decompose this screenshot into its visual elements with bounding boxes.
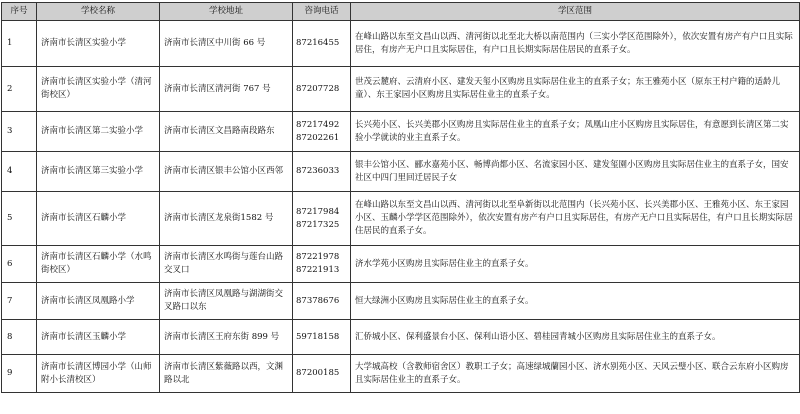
- row-school-address: 济南市长清区文昌路南段路东: [160, 112, 293, 152]
- row-no: 5: [2, 192, 37, 246]
- row-phone: [293, 355, 351, 393]
- phone-number: 59718158: [296, 331, 340, 342]
- row-school-name: 济南市长清区玉麟小学: [37, 320, 160, 355]
- header-no: 序号: [2, 3, 37, 21]
- row-school-name: 济南市长清区石麟小学（水鸣街校区）: [37, 246, 160, 283]
- row-phone: [293, 283, 351, 320]
- header-school-address: 学校地址: [160, 3, 293, 21]
- row-scope: 长兴苑小区、长兴美郡小区购房且实际居住业主的直系子女；凤凰山庄小区购房且实际居住，有意愿到长清区第二实验小学就读的业主直系子女。: [351, 112, 800, 152]
- row-scope: 济水学苑小区购房且实际居住业主的直系子女。: [351, 246, 800, 283]
- phone-number: 87202261: [296, 132, 340, 143]
- table-row: [2, 320, 800, 355]
- row-phone: [293, 112, 351, 152]
- row-phone: [293, 21, 351, 67]
- table-row: [2, 21, 800, 67]
- row-school-name: 济南市长清区第二实验小学: [37, 112, 160, 152]
- row-school-name: 济南市长清区凤凰路小学: [37, 283, 160, 320]
- table-row: [2, 112, 800, 152]
- phone-number: 87378676: [296, 295, 340, 306]
- header-phone: 咨询电话: [293, 3, 351, 21]
- table-row: [2, 192, 800, 246]
- table-header-row: [2, 3, 800, 21]
- row-school-address: 济南市长清区王府东街 899 号: [160, 320, 293, 355]
- table-row: [2, 152, 800, 192]
- header-scope: 学区范围: [351, 3, 800, 21]
- row-scope: 银丰公馆小区、郦水嘉苑小区、畅博尚都小区、名流家园小区、建发玺園小区购房且实际居住业主的直系子女，国安社区中四门里回迁居民子女: [351, 152, 800, 192]
- table-row: [2, 246, 800, 283]
- row-school-name: 济南市长清区博园小学（山师附小长清校区）: [37, 355, 160, 393]
- row-no: 3: [2, 112, 37, 152]
- row-no: 9: [2, 355, 37, 393]
- table-row: [2, 355, 800, 393]
- row-school-address: 济南市长清区银丰公馆小区西邻: [160, 152, 293, 192]
- row-scope: 汇侨城小区、保利盛景台小区、保利山语小区、碧桂园青城小区购房且实际居住业主的直系子女。: [351, 320, 800, 355]
- row-scope: 在峰山路以东至文昌山以西、清河街以北至阜新街以北范围内（长兴苑小区、长兴美郡小区、王雅苑小区、东王家园小区、玉麟小学学区范围除外），依次安置有房产有户口且实际居住，有房产无户口且实际居住，有户口且长期实际居住居民的直系子女。: [351, 192, 800, 246]
- phone-number: 87216455: [296, 38, 340, 48]
- row-school-address: 济南市长清区龙泉街1582 号: [160, 192, 293, 246]
- phone-number: 87221978: [296, 252, 340, 262]
- phone-number: 87221913: [296, 265, 340, 275]
- table-row: [2, 67, 800, 112]
- row-phone: [293, 67, 351, 112]
- row-school-address: 济南市长清区紫薇路以西，文渊路以北: [160, 355, 293, 393]
- school-district-table: [1, 2, 800, 393]
- row-no: 4: [2, 152, 37, 192]
- row-scope: 大学城高校（含教师宿舍区）教职工子女；高速绿城蘭园小区、济水别苑小区、天风云璧小区、联合云东府小区购房且实际居住业主的直系子女。: [351, 355, 800, 393]
- row-phone: [293, 152, 351, 192]
- row-phone: [293, 192, 351, 246]
- row-school-name: 济南市长清区石麟小学: [37, 192, 160, 246]
- row-no: 1: [2, 21, 37, 67]
- phone-number: 87236033: [296, 166, 340, 176]
- row-school-address: 济南市长清区中川街 66 号: [160, 21, 293, 67]
- row-scope: 在峰山路以东至文昌山以西、清河街以北至北大桥以南范围内（三实小学区范围除外），依次安置有房产有户口且实际居住，有房产无户口且实际居住，有户口且长期实际居住居民的直系子女。: [351, 21, 800, 67]
- row-school-address: 济南市长清区凤凰路与湖湖街交叉路口以东: [160, 283, 293, 320]
- row-scope: 恒大绿洲小区购房且实际居住业主的直系子女。: [351, 283, 800, 320]
- row-school-name: 济南市长清区第三实验小学: [37, 152, 160, 192]
- row-scope: 世茂云麓府、云清府小区、建发天玺小区购房且实际居住业主的直系子女；东王雅苑小区（原东王村户籍的适龄儿童）、东王家园小区购房且实际居住业主的直系子女。: [351, 67, 800, 112]
- phone-number: 87207728: [296, 83, 340, 94]
- row-school-name: 济南市长清区实验小学（清河街校区）: [37, 67, 160, 112]
- row-no: 6: [2, 246, 37, 283]
- phone-number: 87217984: [296, 206, 340, 217]
- header-school-name: 学校名称: [37, 3, 160, 21]
- row-school-name: 济南市长清区实验小学: [37, 21, 160, 67]
- row-no: 7: [2, 283, 37, 320]
- phone-number: 87200185: [296, 368, 340, 378]
- row-school-address: 济南市长清区清河街 767 号: [160, 67, 293, 112]
- phone-number: 87217492: [296, 119, 340, 130]
- phone-number: 87217325: [296, 219, 340, 230]
- row-no: 2: [2, 67, 37, 112]
- row-school-address: 济南市长清区水鸣街与莲台山路交叉口: [160, 246, 293, 283]
- row-phone: [293, 246, 351, 283]
- row-no: 8: [2, 320, 37, 355]
- row-phone: [293, 320, 351, 355]
- table-row: [2, 283, 800, 320]
